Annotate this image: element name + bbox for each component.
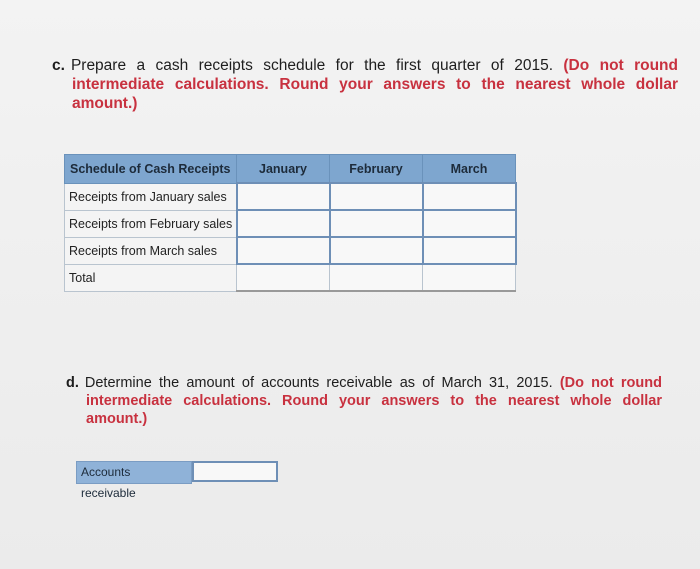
cash-receipts-schedule-table [64, 154, 517, 292]
total-march [423, 264, 516, 291]
input-jan-sales-february[interactable] [330, 183, 423, 210]
column-header-january: January [237, 155, 330, 184]
question-d-text: Determine the amount of accounts receivable as of March 31, 2015. [84, 375, 553, 391]
input-feb-sales-january[interactable] [237, 210, 330, 237]
input-mar-sales-march[interactable] [423, 237, 516, 264]
row-label-january-sales: Receipts from January sales [65, 183, 237, 210]
input-mar-sales-february[interactable] [330, 237, 423, 264]
input-feb-sales-february[interactable] [330, 210, 423, 237]
schedule-header: Schedule of Cash Receipts [65, 155, 237, 184]
question-c-text: Prepare a cash receipts schedule for the first quarter of 2015. [70, 57, 553, 74]
accounts-receivable-label: Accounts receivable [76, 461, 192, 484]
question-d-letter: d. [66, 375, 79, 391]
total-february [330, 264, 423, 291]
row-label-total: Total [65, 264, 237, 291]
column-header-march: March [423, 155, 516, 184]
question-d [66, 374, 662, 428]
input-jan-sales-march[interactable] [423, 183, 516, 210]
table-row [65, 237, 516, 264]
table-total-row [65, 264, 516, 291]
accounts-receivable-row [76, 461, 278, 500]
question-c-instructions: (Do not round intermediate calculations. Round your answers to the nearest whole dollar amount.) [72, 57, 678, 112]
question-d-instructions: (Do not round intermediate calculations. Round your answers to the nearest whole dollar amount.) [86, 375, 662, 427]
row-label-february-sales: Receipts from February sales [65, 210, 237, 237]
total-january [237, 264, 330, 291]
input-mar-sales-january[interactable] [237, 237, 330, 264]
table-row [65, 210, 516, 237]
column-header-february: February [330, 155, 423, 184]
table-row [65, 183, 516, 210]
question-c [52, 56, 678, 113]
input-feb-sales-march[interactable] [423, 210, 516, 237]
accounts-receivable-input[interactable] [192, 461, 278, 482]
table-header-row [65, 155, 516, 184]
row-label-march-sales: Receipts from March sales [65, 237, 237, 264]
input-jan-sales-january[interactable] [237, 183, 330, 210]
question-c-letter: c. [52, 57, 65, 74]
